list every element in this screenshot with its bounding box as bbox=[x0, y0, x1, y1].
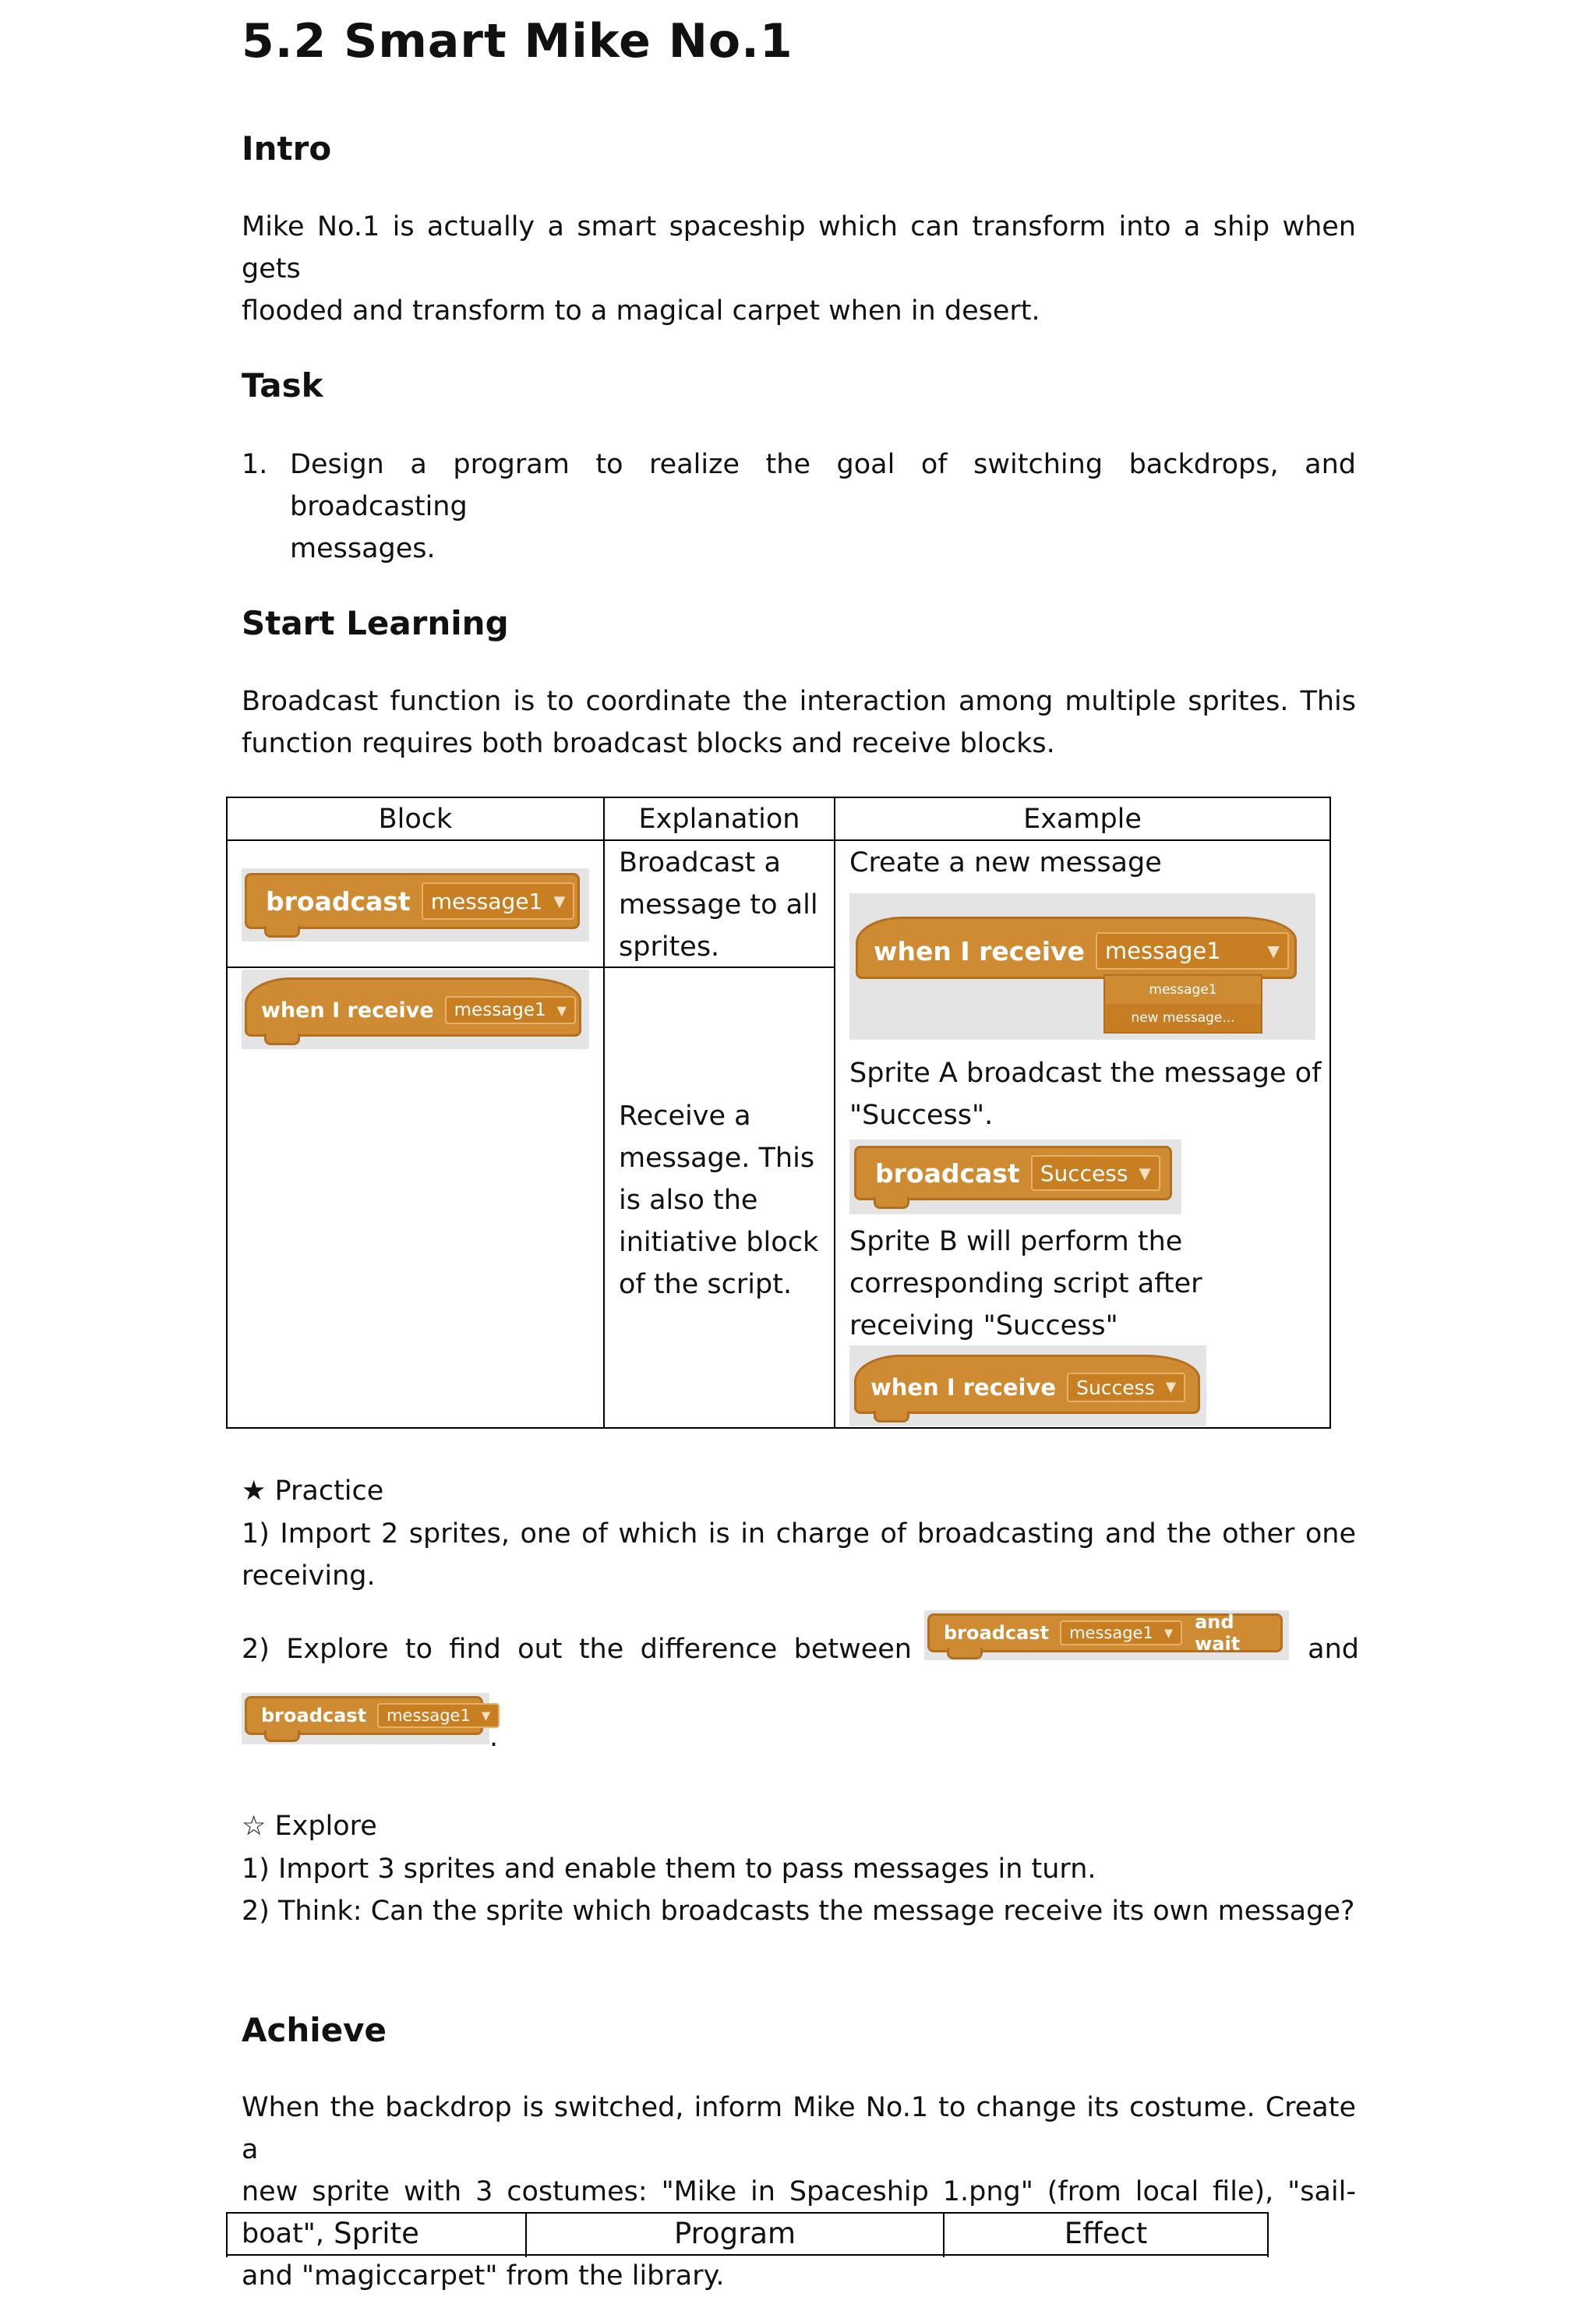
broadcast-label: broadcast bbox=[261, 1705, 367, 1726]
dropdown-arrow-icon: ▼ bbox=[1139, 1164, 1151, 1182]
practice-and-text: and bbox=[1308, 1634, 1359, 1665]
start-learning-paragraph bbox=[242, 680, 1356, 765]
table2-header-sprite: Sprite bbox=[334, 2217, 419, 2250]
task-line: Design a program to realize the goal of switching backdrops, and broadcasting bbox=[290, 449, 1356, 522]
explanation-line: Broadcast a bbox=[619, 847, 781, 878]
when-receive-label: when I receive bbox=[261, 998, 434, 1023]
example-create-text: Create a new message bbox=[849, 847, 1162, 878]
task-item-text bbox=[290, 443, 1356, 570]
broadcast-block bbox=[245, 1696, 491, 1735]
task-heading: Task bbox=[242, 366, 323, 405]
message-dropdown bbox=[1060, 1620, 1182, 1645]
menu-item-new-message[interactable]: new message... bbox=[1105, 1004, 1261, 1032]
broadcast-block bbox=[854, 1146, 1172, 1200]
start-learning-line: Broadcast function is to coordinate the interaction among multiple sprites. This bbox=[242, 686, 1356, 717]
menu-item-message1[interactable]: message1 bbox=[1149, 982, 1217, 998]
explanation-line: message to all bbox=[619, 889, 818, 921]
explanation-line: of the script. bbox=[619, 1269, 793, 1300]
example-line: Sprite A broadcast the message of bbox=[849, 1058, 1322, 1089]
explore-item-2: 2) Think: Can the sprite which broadcasts the message receive its own message? bbox=[242, 1896, 1355, 1927]
receive-success-block-image bbox=[849, 1345, 1206, 1426]
achieve-line: When the backdrop is switched, inform Mike No.1 to change its costume. Create a bbox=[242, 2092, 1356, 2165]
dropdown-value: message1 bbox=[430, 888, 543, 914]
achieve-line: and "magiccarpet" from the library. bbox=[242, 2260, 725, 2292]
explanation-line: initiative block bbox=[619, 1227, 819, 1258]
intro-paragraph bbox=[242, 206, 1356, 332]
when-receive-label: when I receive bbox=[870, 1374, 1057, 1401]
dropdown-value: message1 bbox=[454, 1000, 546, 1020]
explanation-broadcast bbox=[619, 842, 829, 968]
table2-header-effect: Effect bbox=[1064, 2217, 1148, 2250]
dropdown-value: message1 bbox=[1069, 1624, 1153, 1642]
message-dropdown bbox=[1067, 1373, 1185, 1402]
explanation-line: message. This bbox=[619, 1143, 815, 1174]
practice-line: 1) Import 2 sprites, one of which is in charge of broadcasting and the other one bbox=[242, 1518, 1356, 1550]
page-title: 5.2 Smart Mike No.1 bbox=[242, 14, 793, 69]
message-dropdown bbox=[1031, 1155, 1160, 1191]
message-dropdown bbox=[422, 882, 575, 920]
intro-heading: Intro bbox=[242, 129, 332, 168]
start-learning-line: function requires both broadcast blocks and receive blocks. bbox=[242, 728, 1055, 759]
explanation-line: is also the bbox=[619, 1185, 758, 1216]
table-header-example: Example bbox=[1023, 804, 1142, 835]
practice-end-period: . bbox=[489, 1722, 499, 1753]
broadcast-block-image bbox=[242, 868, 589, 942]
broadcast-small-block-image bbox=[242, 1693, 489, 1744]
practice-item-2 bbox=[242, 1628, 912, 1670]
and-wait-label: and wait bbox=[1195, 1611, 1241, 1655]
when-receive-block bbox=[245, 977, 581, 1037]
broadcast-block bbox=[245, 873, 580, 929]
dropdown-arrow-icon: ▼ bbox=[553, 892, 566, 910]
broadcast-label: broadcast bbox=[944, 1622, 1050, 1644]
dropdown-arrow-icon: ▼ bbox=[556, 1002, 567, 1018]
explanation-line: Receive a bbox=[619, 1101, 751, 1132]
intro-line: flooded and transform to a magical carpet when in desert. bbox=[242, 295, 1040, 327]
new-message-block-image bbox=[849, 893, 1315, 1040]
explanation-line: sprites. bbox=[619, 931, 720, 963]
achieve-paragraph bbox=[242, 2087, 1356, 2297]
dropdown-arrow-icon: ▼ bbox=[1163, 1626, 1174, 1640]
dropdown-arrow-icon: ▼ bbox=[481, 1709, 491, 1723]
dropdown-value: Success bbox=[1040, 1160, 1128, 1186]
example-line: corresponding script after bbox=[849, 1268, 1202, 1299]
dropdown-value: message1 bbox=[1104, 938, 1221, 964]
dropdown-arrow-icon: ▼ bbox=[1165, 1380, 1177, 1395]
table-header-explanation: Explanation bbox=[638, 804, 800, 835]
explore-heading: ☆ Explore bbox=[242, 1811, 377, 1842]
broadcast-label: broadcast bbox=[266, 885, 411, 917]
practice-line: 2) Explore to find out the difference between bbox=[242, 1634, 912, 1665]
receive-block-image bbox=[242, 970, 589, 1049]
when-receive-block bbox=[856, 917, 1297, 979]
achieve-line: new sprite with 3 costumes: "Mike in Spaceship 1.png" (from local file), "sail-boat", bbox=[242, 2176, 1356, 2249]
example-sprite-a-text bbox=[849, 1052, 1328, 1136]
task-item-number: 1. bbox=[242, 449, 268, 480]
intro-line: Mike No.1 is actually a smart spaceship which can transform into a ship when gets bbox=[242, 211, 1356, 284]
task-line: messages. bbox=[290, 533, 436, 564]
practice-heading: ★ Practice bbox=[242, 1475, 384, 1507]
when-receive-block bbox=[854, 1355, 1200, 1414]
broadcast-success-block-image bbox=[849, 1140, 1181, 1214]
message-dropdown bbox=[445, 996, 576, 1024]
table-header-block: Block bbox=[378, 804, 453, 835]
example-line: "Success". bbox=[849, 1100, 994, 1131]
table2-header-program: Program bbox=[673, 2217, 796, 2250]
example-sprite-b-text bbox=[849, 1221, 1328, 1347]
message-dropdown bbox=[1096, 932, 1289, 970]
dropdown-value: message1 bbox=[387, 1706, 471, 1725]
broadcast-and-wait-block bbox=[927, 1611, 1283, 1655]
dropdown-arrow-icon: ▼ bbox=[1267, 942, 1280, 960]
message-dropdown bbox=[377, 1703, 500, 1728]
practice-line: receiving. bbox=[242, 1560, 376, 1592]
start-learning-heading: Start Learning bbox=[242, 604, 509, 642]
example-line: receiving "Success" bbox=[849, 1310, 1118, 1341]
message-dropdown-menu bbox=[1103, 974, 1262, 1034]
explanation-receive bbox=[619, 1095, 829, 1306]
broadcast-label: broadcast bbox=[875, 1157, 1020, 1189]
dropdown-value: Success bbox=[1076, 1376, 1155, 1399]
explore-item-1: 1) Import 3 sprites and enable them to pass messages in turn. bbox=[242, 1854, 1096, 1885]
broadcast-and-wait-block-image bbox=[924, 1610, 1289, 1660]
practice-item-1 bbox=[242, 1513, 1356, 1597]
example-line: Sprite B will perform the bbox=[849, 1226, 1183, 1257]
when-receive-label: when I receive bbox=[874, 935, 1085, 967]
achieve-heading: Achieve bbox=[242, 2011, 387, 2049]
